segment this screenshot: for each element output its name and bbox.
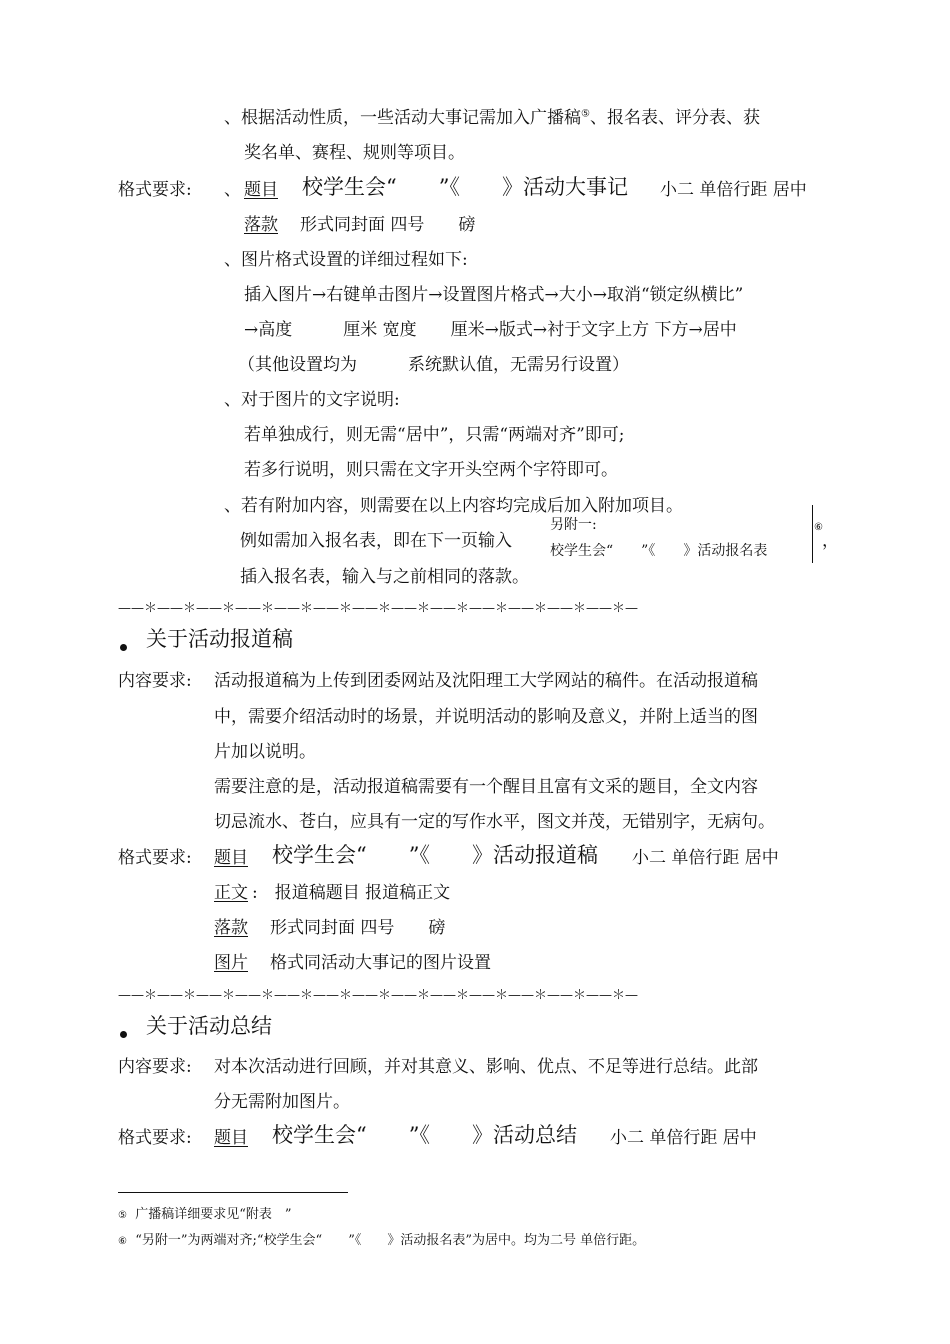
section-divider: ——＊——＊——＊——＊——＊——＊——＊——＊——＊——＊——＊——＊——＊— (118, 601, 638, 616)
footnote-rule (118, 1192, 348, 1193)
title-format: 小二 单倍行距 居中 (610, 1128, 757, 1148)
item-broadcast-line2: 奖名单、赛程、规则等项目。 (244, 143, 465, 163)
text: 、根据活动性质，一些活动大事记需加入广播稿 (224, 108, 581, 128)
summary-content-1: 对本次活动进行回顾，并对其意义、影响、优点、不足等进行总结。此部 (214, 1057, 758, 1077)
sign-text: 形式同封面 四号 磅 (270, 918, 446, 938)
footnote-text: “另附一”为两端对齐;“校学生会“ ”《 》活动报名表”为居中。均为二号 单倍行距。 (135, 1233, 646, 1248)
extra-comma: ， (822, 531, 839, 551)
summary-content-2: 分无需附加图片。 (214, 1092, 350, 1112)
report-content-2: 中，需要介绍活动时的场景，并说明活动的影响及意义，并附上适当的图 (214, 707, 758, 727)
image-step-2: →高度 厘米 宽度 厘米→版式→衬于文字上方 下方→居中 (244, 320, 737, 340)
image-step-1: 插入图片→右键单击图片→设置图片格式→大小→取消“锁定纵横比” (244, 285, 744, 305)
title-label: 题目 (244, 180, 278, 200)
content-label: 内容要求: (118, 671, 192, 691)
title-format: 小二 单倍行距 居中 (632, 848, 779, 868)
section-heading-summary: 关于活动总结 (146, 1014, 272, 1038)
report-content-3: 片加以说明。 (214, 742, 316, 762)
title-format: 小二 单倍行距 居中 (660, 180, 807, 200)
title-text: 校学生会“ ”《 》活动大事记 (302, 175, 628, 199)
content-label: 内容要求: (118, 1057, 192, 1077)
body-text: : 报道稿题目 报道稿正文 (252, 883, 451, 903)
format-label: 格式要求: (118, 180, 192, 200)
footnote-mark: ⑥ (118, 1236, 127, 1247)
extra-example: 例如需加入报名表，即在下一页输入 (240, 531, 512, 551)
caption-rule-1: 若单独成行，则无需“居中”，只需“两端对齐”即可; (244, 425, 625, 445)
bullet-icon (120, 644, 127, 651)
title-label: 题目 (214, 848, 248, 868)
image-step-3: （其他设置均为 系统默认值，无需另行设置） (238, 355, 629, 375)
footnote-ref-6: ⑥ (814, 522, 823, 533)
format-label: 格式要求: (118, 1128, 192, 1148)
sign-text: 形式同封面 四号 磅 (300, 215, 476, 235)
report-content-5: 切忌流水、苍白，应具有一定的写作水平，图文并茂，无错别字，无病句。 (214, 812, 775, 832)
format-label: 格式要求: (118, 848, 192, 868)
body-label: 正文 (214, 883, 248, 903)
extra-box-line2: 校学生会“ ”《 》活动报名表 (550, 543, 768, 559)
title-text: 校学生会“ ”《 》活动报道稿 (272, 843, 598, 867)
title-prefix: 、 (224, 180, 241, 200)
caption-intro: 、对于图片的文字说明: (224, 390, 400, 410)
report-content-4: 需要注意的是，活动报道稿需要有一个醒目且富有文采的题目，全文内容 (214, 777, 758, 797)
title-text: 校学生会“ ”《 》活动总结 (272, 1123, 577, 1147)
report-content-1: 活动报道稿为上传到团委网站及沈阳理工大学网站的稿件。在活动报道稿 (214, 671, 758, 691)
footnote-mark: ⑤ (118, 1210, 127, 1221)
section-divider: ——＊——＊——＊——＊——＊——＊——＊——＊——＊——＊——＊——＊——＊— (118, 988, 638, 1003)
footnote-ref: ⑤ (581, 108, 590, 120)
box-rule (812, 505, 813, 563)
footnote-text: 广播稿详细要求见“附表 ” (135, 1207, 292, 1222)
footnote-6 (118, 1229, 645, 1248)
picture-text: 格式同活动大事记的图片设置 (270, 953, 491, 973)
picture-label: 图片 (214, 953, 248, 973)
extra-intro: 、若有附加内容，则需要在以上内容均完成后加入附加项目。 (224, 496, 683, 516)
footnote-5 (118, 1203, 292, 1222)
section-heading-report: 关于活动报道稿 (146, 627, 293, 651)
item-broadcast-line1 (224, 103, 760, 128)
text: 、报名表、评分表、获 (589, 108, 760, 128)
caption-rule-2: 若多行说明，则只需在文字开头空两个字符即可。 (244, 460, 618, 480)
image-intro: 、图片格式设置的详细过程如下: (224, 250, 468, 270)
sign-label: 落款 (244, 215, 278, 235)
sign-label: 落款 (214, 918, 248, 938)
extra-last: 插入报名表，输入与之前相同的落款。 (240, 567, 529, 587)
title-label: 题目 (214, 1128, 248, 1148)
bullet-icon (120, 1031, 127, 1038)
extra-box-line1: 另附一: (550, 517, 597, 533)
